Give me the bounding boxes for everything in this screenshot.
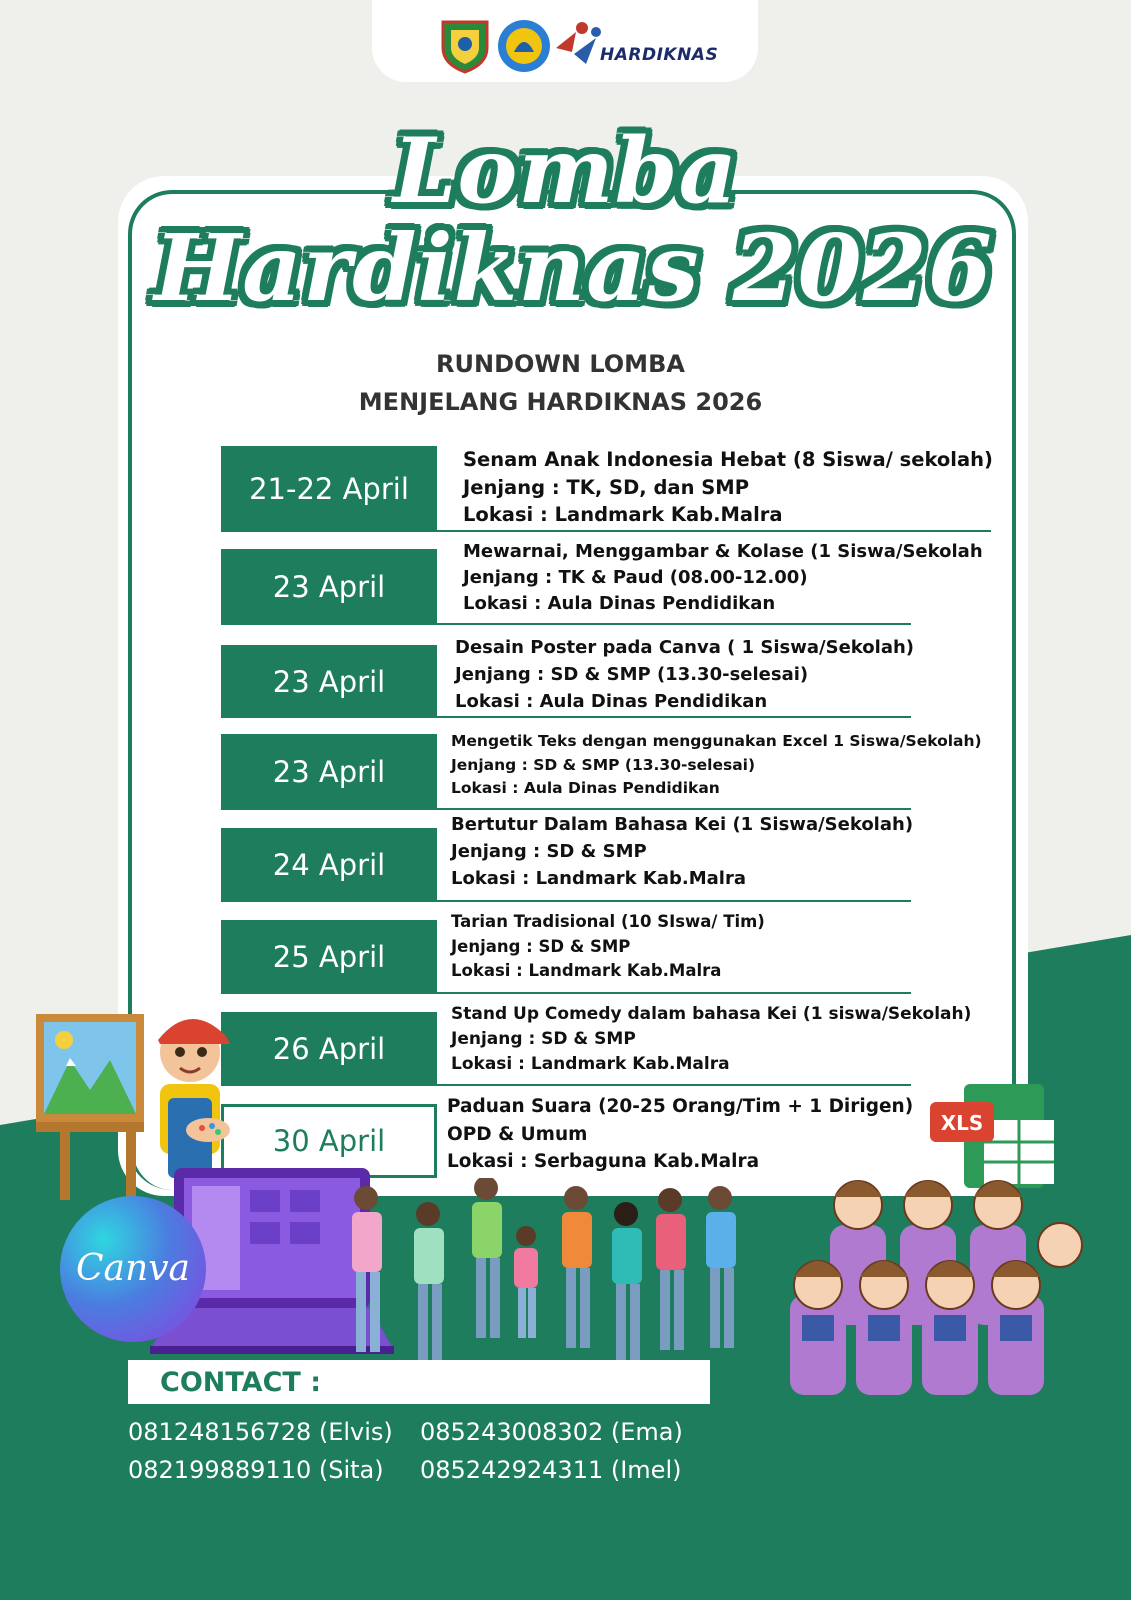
event-info <box>463 450 993 525</box>
row-divider <box>437 992 911 994</box>
contact-phone[interactable]: 081248156728 (Elvis) <box>128 1418 393 1446</box>
date-badge: 23 April <box>221 734 437 810</box>
date-badge: 23 April <box>221 549 437 625</box>
date-badge: 26 April <box>221 1012 437 1086</box>
event-title: Mewarnai, Menggambar & Kolase (1 Siswa/Sekolah <box>463 541 983 562</box>
event-level: Jenjang : SD & SMP (13.30-selesai) <box>455 664 809 685</box>
contact-row <box>128 1456 681 1484</box>
subtitle-line-2: MENJELANG HARDIKNAS 2026 <box>358 388 763 416</box>
row-divider <box>437 1084 911 1086</box>
event-level: Jenjang : TK & Paud (08.00-12.00) <box>463 567 808 588</box>
event-location: Lokasi : Serbaguna Kab.Malra <box>447 1151 760 1172</box>
event-location: Lokasi : Landmark Kab.Malra <box>451 1054 730 1074</box>
event-location: Lokasi : Landmark Kab.Malra <box>451 961 722 980</box>
event-level: Jenjang : SD & SMP (13.30-selesai) <box>451 755 756 774</box>
event-title: Paduan Suara (20-25 Orang/Tim + 1 Dirigen) <box>447 1096 914 1117</box>
event-info <box>451 914 765 980</box>
row-divider <box>437 623 911 625</box>
event-title: Mengetik Teks dengan menggunakan Excel 1 Siswa/Sekolah) <box>451 732 982 750</box>
event-info <box>451 734 982 797</box>
date-badge: 24 April <box>221 828 437 902</box>
event-info <box>455 639 914 711</box>
event-level: Jenjang : TK, SD, dan SMP <box>463 475 749 499</box>
contact-row <box>128 1418 683 1446</box>
event-level: Jenjang : SD & SMP <box>451 1029 636 1049</box>
event-level: Jenjang : SD & SMP <box>451 936 631 956</box>
title-line-2: Hardiknas 2026 <box>154 214 993 322</box>
event-location: Lokasi : Landmark Kab.Malra <box>463 503 783 526</box>
hardiknas-logo-text: HARDIKNAS <box>600 45 719 65</box>
event-title: Tarian Tradisional (10 SIswa/ Tim) <box>451 912 765 931</box>
contact-heading: CONTACT : <box>160 1367 322 1398</box>
event-title: Desain Poster pada Canva ( 1 Siswa/Sekolah) <box>455 637 914 658</box>
choir-children-illustration <box>770 1145 1100 1415</box>
row-divider <box>437 900 911 902</box>
date-badge: 21-22 April <box>221 446 437 532</box>
event-location: Lokasi : Aula Dinas Pendidikan <box>455 691 768 712</box>
canva-logo-text: Canva <box>76 1248 190 1289</box>
education-ministry-logo-icon <box>496 18 552 74</box>
event-location: Lokasi : Landmark Kab.Malra <box>451 868 746 889</box>
event-info <box>451 1006 971 1073</box>
event-level: OPD & Umum <box>447 1123 588 1145</box>
event-info <box>463 543 983 613</box>
date-badge: 30 April <box>221 1104 437 1178</box>
regency-emblem-icon <box>437 18 493 74</box>
excel-label: XLS <box>940 1111 984 1135</box>
event-location: Lokasi : Aula Dinas Pendidikan <box>451 779 720 797</box>
row-divider <box>437 808 911 810</box>
title-line-1: Lomba <box>393 118 738 224</box>
contact-phone[interactable]: 085243008302 (Ema) <box>420 1418 683 1446</box>
music-note-icon <box>826 1118 886 1158</box>
row-divider <box>437 530 991 532</box>
event-title: Stand Up Comedy dalam bahasa Kei (1 siswa/Sekolah) <box>451 1004 972 1024</box>
event-location: Lokasi : Aula Dinas Pendidikan <box>463 593 776 614</box>
event-info <box>451 816 913 888</box>
event-level: Jenjang : SD & SMP <box>451 841 647 862</box>
contact-phone[interactable]: 085242924311 (Imel) <box>420 1456 682 1484</box>
event-title: Senam Anak Indonesia Hebat (8 Siswa/ sekolah) <box>463 448 993 471</box>
contact-phone[interactable]: 082199889110 (Sita) <box>128 1456 384 1484</box>
date-badge: 25 April <box>221 920 437 994</box>
subtitle-line-1: RUNDOWN LOMBA <box>436 350 685 378</box>
row-divider <box>437 716 911 718</box>
contact-bar <box>128 1360 710 1404</box>
dancers-photo-illustration <box>336 1178 756 1388</box>
date-badge: 23 April <box>221 645 437 718</box>
canva-logo-icon <box>60 1196 206 1342</box>
event-title: Bertutur Dalam Bahasa Kei (1 Siswa/Sekolah) <box>451 814 914 835</box>
